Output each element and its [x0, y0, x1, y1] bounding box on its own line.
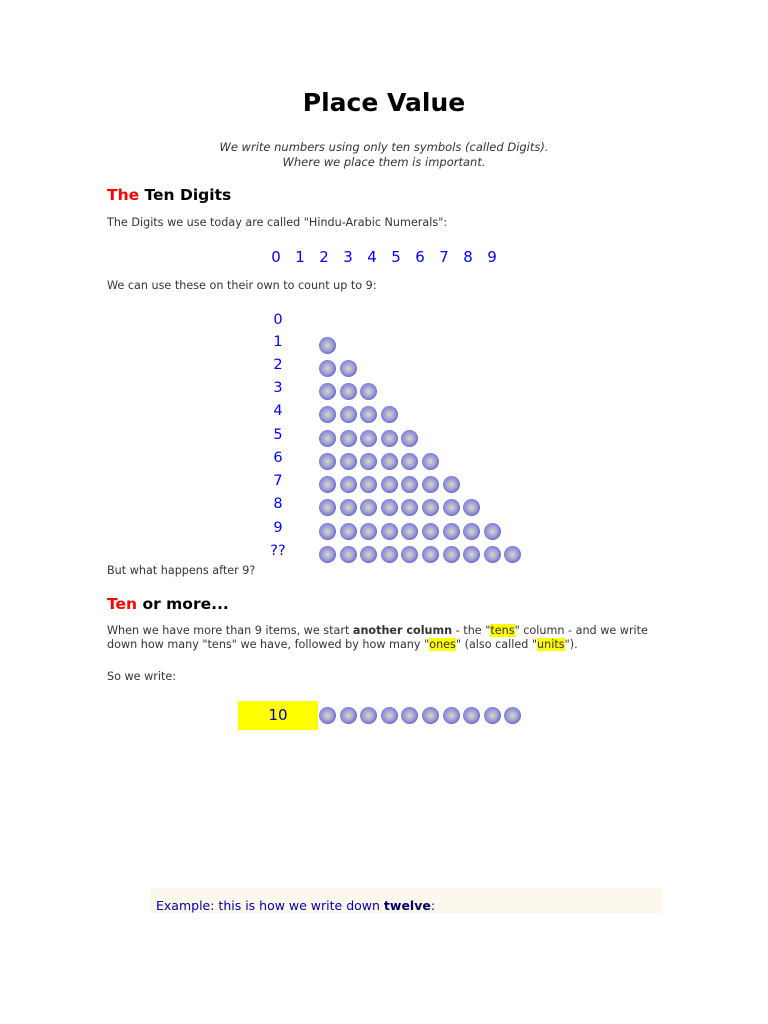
digit-9: 9: [487, 248, 497, 266]
ball-icon: [381, 546, 398, 563]
ball-icon: [319, 453, 336, 470]
ball-icon: [463, 707, 480, 724]
bold-text: another column: [352, 624, 453, 637]
after-nine-question: But what happens after 9?: [107, 564, 256, 577]
ball-icon: [422, 707, 439, 724]
section-heading-ten-digits: [107, 186, 231, 204]
text-run: When we have more than 9 items, we start: [107, 624, 353, 637]
tens-explanation: [107, 624, 667, 652]
count-row-label: 9: [273, 520, 283, 536]
ball-icon: [340, 476, 357, 493]
count-row-label: 1: [273, 334, 283, 350]
ball-icon: [401, 546, 418, 563]
ball-icon: [319, 337, 336, 354]
ball-icon: [340, 406, 357, 423]
digit-7: 7: [439, 248, 449, 266]
count-row-label: 0: [273, 312, 283, 328]
ball-icon: [319, 499, 336, 516]
ball-icon: [360, 523, 377, 540]
section-heading-ten-or-more: [107, 595, 229, 613]
ball-icon: [401, 523, 418, 540]
example-bold-word: twelve: [383, 898, 431, 913]
ball-icon: [340, 546, 357, 563]
text-run: down how many "tens" we have, followed by how many ": [107, 638, 430, 651]
ball-icon: [422, 476, 439, 493]
digit-1: 1: [295, 248, 305, 266]
ball-icon: [443, 546, 460, 563]
count-intro-text: We can use these on their own to count up to 9:: [107, 279, 377, 292]
ball-icon: [360, 546, 377, 563]
ball-icon: [381, 523, 398, 540]
count-row-label: 8: [273, 496, 283, 512]
ball-icon: [360, 499, 377, 516]
ball-icon: [319, 523, 336, 540]
digit-6: 6: [415, 248, 425, 266]
ball-icon: [340, 499, 357, 516]
ball-icon: [360, 476, 377, 493]
ball-icon: [443, 476, 460, 493]
digit-list: [0, 248, 768, 266]
ball-icon: [401, 430, 418, 447]
ten-number-box: 10: [238, 701, 318, 730]
ball-icon: [381, 406, 398, 423]
count-row-label: 4: [273, 403, 283, 419]
count-row-label: 7: [273, 473, 283, 489]
ball-icon: [360, 453, 377, 470]
ball-icon: [381, 707, 398, 724]
ball-icon: [443, 523, 460, 540]
digit-3: 3: [343, 248, 353, 266]
page-title: Place Value: [302, 88, 466, 117]
ball-icon: [401, 476, 418, 493]
highlight-ones: ones: [429, 638, 456, 651]
ball-icon: [484, 523, 501, 540]
ball-icon: [319, 406, 336, 423]
ball-icon: [381, 499, 398, 516]
so-we-write-text: So we write:: [107, 670, 176, 683]
heading-red-word: Ten: [107, 595, 138, 613]
digit-2: 2: [319, 248, 329, 266]
ball-icon: [381, 476, 398, 493]
text-run: " (also called ": [455, 638, 538, 651]
ball-icon: [360, 430, 377, 447]
ball-icon: [463, 499, 480, 516]
ball-icon: [319, 360, 336, 377]
text-run: " column - and we write: [514, 624, 648, 637]
highlight-units: units: [537, 638, 565, 651]
ball-icon: [463, 523, 480, 540]
heading-rest: Ten Digits: [139, 186, 232, 204]
ball-icon: [422, 523, 439, 540]
ball-icon: [360, 406, 377, 423]
ball-icon: [422, 499, 439, 516]
ball-icon: [340, 383, 357, 400]
digits-intro-text: The Digits we use today are called "Hindu-Arabic Numerals":: [107, 216, 448, 229]
ball-icon: [463, 546, 480, 563]
highlight-tens: tens: [490, 624, 515, 637]
count-row-label: 2: [273, 357, 283, 373]
ball-icon: [484, 546, 501, 563]
intro-line-1: We write numbers using only ten symbols (called Digits).: [219, 140, 549, 154]
heading-red-word: The: [107, 186, 140, 204]
heading-rest: or more...: [137, 595, 229, 613]
count-row-label: 3: [273, 380, 283, 396]
ball-icon: [319, 546, 336, 563]
ball-icon: [340, 707, 357, 724]
ball-icon: [360, 383, 377, 400]
example-text: Example: this is how we write down: [156, 898, 384, 913]
ball-icon: [401, 499, 418, 516]
digit-4: 4: [367, 248, 377, 266]
count-row-label: 5: [273, 427, 283, 443]
ball-icon: [422, 453, 439, 470]
ball-icon: [401, 453, 418, 470]
ball-icon: [381, 430, 398, 447]
count-row-label: ??: [270, 543, 286, 559]
intro-line-2: Where we place them is important.: [282, 155, 486, 169]
text-run: ").: [564, 638, 578, 651]
ball-icon: [340, 430, 357, 447]
text-run: - the ": [452, 624, 491, 637]
ball-icon: [443, 707, 460, 724]
ball-icon: [360, 707, 377, 724]
ball-icon: [504, 546, 521, 563]
ball-icon: [443, 499, 460, 516]
ball-icon: [381, 453, 398, 470]
example-box: [151, 888, 663, 913]
ball-icon: [319, 476, 336, 493]
ball-icon: [340, 453, 357, 470]
ball-icon: [422, 546, 439, 563]
digit-8: 8: [463, 248, 473, 266]
ball-icon: [319, 430, 336, 447]
ball-icon: [319, 383, 336, 400]
ball-icon: [340, 523, 357, 540]
ball-icon: [319, 707, 336, 724]
ball-icon: [504, 707, 521, 724]
ball-icon: [340, 360, 357, 377]
count-row-label: 6: [273, 450, 283, 466]
ball-icon: [484, 707, 501, 724]
digit-0: 0: [271, 248, 281, 266]
ball-icon: [401, 707, 418, 724]
example-colon: :: [430, 898, 436, 913]
digit-5: 5: [391, 248, 401, 266]
